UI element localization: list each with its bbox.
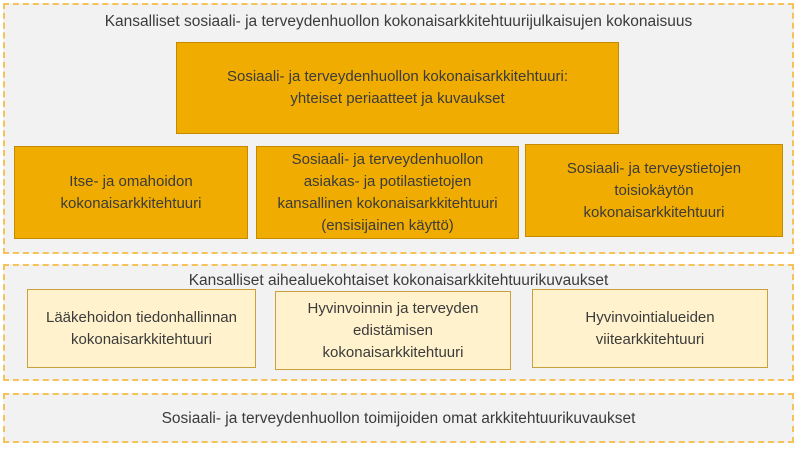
band-own-architecture-descriptions (3, 393, 794, 443)
box-secondary-use-architecture (525, 144, 783, 237)
box-self-care-architecture-label: Itse- ja omahoidon kokonaisarkkitehtuuri (60, 172, 202, 212)
band-own-architecture-descriptions-title: Sosiaali- ja terveydenhuollon toimijoiden omat arkkitehtuurikuvaukset (161, 410, 636, 427)
box-wellbeing-regions-reference-architecture (532, 289, 768, 368)
box-shared-architecture-label: Sosiaali- ja terveydenhuollon kokonaisarkkitehtuuri: yhteiset periaatteet ja kuvaukset (226, 68, 569, 107)
band-topic-descriptions-title: Kansalliset aihealuekohtaiset kokonaisarkkitehtuurikuvaukset (188, 272, 609, 289)
box-self-care-architecture (14, 146, 248, 239)
box-medication-architecture (27, 289, 256, 368)
box-wellbeing-promotion-architecture (275, 291, 511, 370)
box-wellbeing-promotion-architecture-label: Hyvinvoinnin ja terveyden edistämisen kokonaisarkkitehtuuri (307, 299, 479, 361)
box-client-patient-data-architecture-label: Sosiaali- ja terveydenhuollon asiakas- ja potilastietojen kansallinen kokonaisarkkitehtuuri (ensisijainen käyttö) (277, 150, 498, 234)
box-client-patient-data-architecture (256, 146, 519, 239)
box-secondary-use-architecture-label: Sosiaali- ja terveystietojen toisiokäytön kokonaisarkkitehtuuri (566, 159, 742, 221)
band-national-publications-title: Kansalliset sosiaali- ja terveydenhuollon kokonaisarkkitehtuurijulkaisujen kokonaisuus (104, 13, 693, 30)
box-shared-architecture (176, 42, 619, 134)
box-wellbeing-regions-reference-architecture-label: Hyvinvointialueiden viitearkkitehtuuri (585, 308, 715, 348)
box-medication-architecture-label: Lääkehoidon tiedonhallinnan kokonaisarkkitehtuuri (45, 308, 237, 348)
